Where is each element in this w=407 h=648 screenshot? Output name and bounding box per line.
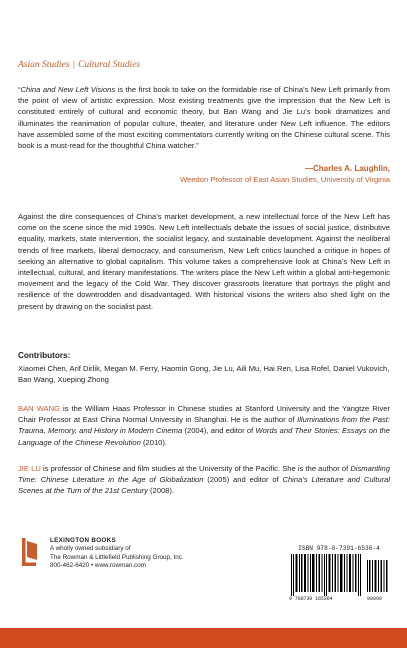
category-separator: | [72,60,76,70]
editor-name: JIE LU [18,464,41,473]
bio-text: is professor of Chinese and film studies at the University of the Pacific. She is the author of [40,464,351,473]
bio-book-title: Words and Their Stories: Essays on the Language of the Chinese Revolution [18,426,390,447]
isbn-barcode-block [287,545,391,611]
endorsement-quote [18,84,390,151]
bottom-color-band [0,628,407,648]
publisher-name: LEXINGTON BOOKS [50,537,116,544]
publisher-info [50,537,184,571]
endorser-name: —Charles A. Laughlin, [304,164,390,173]
bio-book-title: Dismantling Time: Chinese Literature in the Age of Globalization [18,464,390,485]
quoted-book-title: China and New Left Visions [20,85,116,94]
isbn-label: ISBN 978-0-7391-6536-4 [298,545,380,552]
editor-name: BAN WANG [18,404,60,413]
price-code: 90000 [367,596,383,602]
endorsement-attribution [180,163,390,185]
editor-bio-jie-lu [18,463,390,497]
category-line [18,60,140,70]
quote-body: is the first book to take on the formidable rise of China’s New Left primarily from the point of view of artistic expression. Most existing treatments give the impression that the New Left is constituted entirely of cultural and economic theory, but Ban Wang and Jie Lu’s book dramatizes and illuminates the reanimation of popular culture, theater, and literature under New Left influence. The editors have assembled some of the most exciting commentators currently writing on the Chinese cultural scene. This book is a must-read for the thoughtful China watcher.” [18,85,390,151]
contributors-list: Xiaomei Chen, Arif Dirlik, Megan M. Ferry, Haomin Gong, Jie Lu, Aili Mu, Hai Ren, Lisa Rofel, Daniel Vukovich, Ban Wang, Xueping Zhong [18,364,390,385]
endorser-title: Weedon Professor of East Asian Studies, University of Virginia [180,175,390,184]
publisher-logo-icon [22,538,38,566]
contributors-heading: Contributors: [18,351,71,360]
publisher-line-3: 800-462-6420 • www.rowman.com [50,562,147,570]
bio-text: (2005) and editor of [203,475,283,485]
bio-text: (2008). [147,486,175,496]
top-band [0,0,407,52]
category-primary: Asian Studies [18,60,70,70]
editor-bio-ban-wang [18,403,390,448]
publisher-line-2: The Rowman & Littlefield Publishing Group, Inc. [50,553,184,561]
bio-text: (2010). [140,437,168,447]
bio-book-title: China’s Literature and Cultural Scenes at the Turn of the 21st Century [18,475,391,496]
bio-text: is the William Haas Professor in Chinese studies at Stanford University and the Yangtze River Chair Professor at East China Normal University in Shanghai. He is the author of [18,404,390,425]
category-secondary: Cultural Studies [78,60,141,70]
bio-text: (2004), and editor of [182,426,256,436]
quote-open: “ [18,85,21,94]
barcode-graphic [289,554,389,596]
publisher-line-1: A wholly owned subsidiary of [50,545,131,553]
barcode-digits: 9 780739 165364 [289,596,333,602]
book-description: Against the dire consequences of China’s market development, a new intellectual force of the New Left has come on the scene since the mid 1990s. New Left intellectuals debate the issues of social justice, distributive equality, markets, state intervention, the socialist legacy, and sustainable development. Against the neoliberal trends of free markets, liberal democracy, and consumerism, New Left critics launched a critique in hopes of seeking an alternative to global capitalism. This volume takes a comprehensive look at China’s New Left in intellectual, cultural, and literary manifestations. The writers place the New Left within a global anti-hegemonic movement and the legacy of the Cold War. They discover grassroots literature that portrays the plight and resilience of the downtrodden and disadvantaged. With historical visions the writers also shed light on the present by drawing on the socialist past. [18,212,390,311]
bio-book-title: Illuminations from the Past: Trauma, Memory, and History in Modern Cinema [18,415,390,436]
